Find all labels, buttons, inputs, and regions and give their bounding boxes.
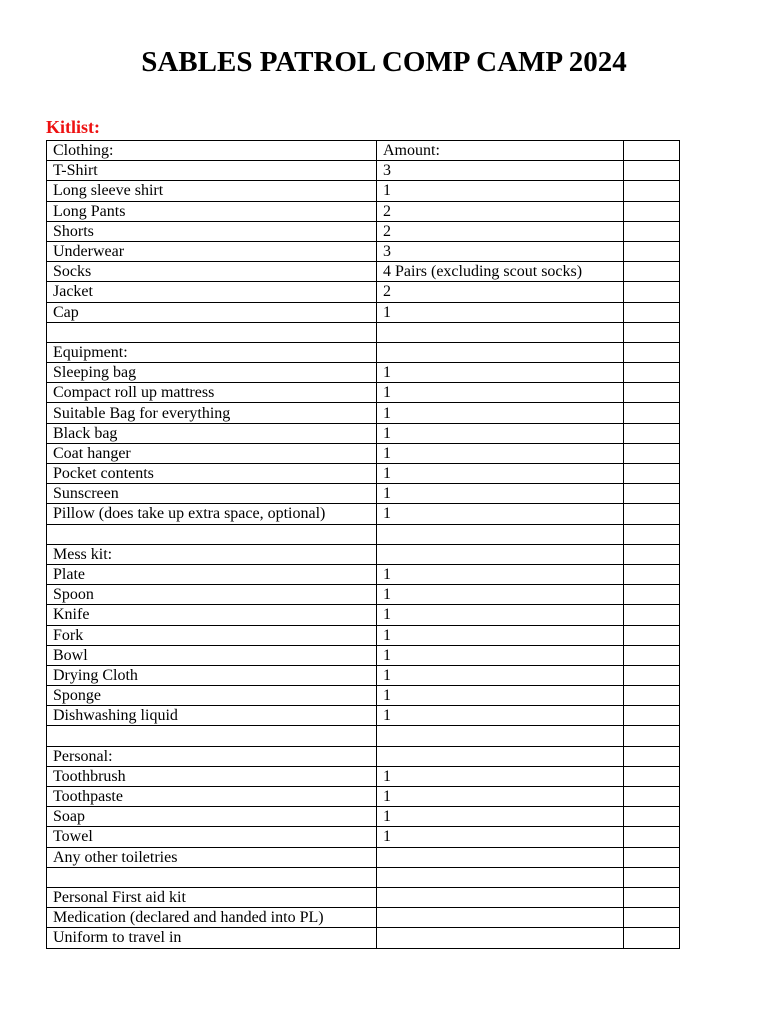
blank-cell	[624, 363, 680, 383]
table-row	[47, 363, 680, 383]
amount-cell: 4 Pairs (excluding scout socks)	[377, 262, 624, 282]
amount-cell: 1	[377, 181, 624, 201]
blank-cell	[624, 564, 680, 584]
amount-cell: 1	[377, 464, 624, 484]
table-row	[47, 726, 680, 746]
amount-cell: 2	[377, 282, 624, 302]
table-row	[47, 908, 680, 928]
amount-cell: 1	[377, 766, 624, 786]
blank-cell	[624, 787, 680, 807]
table-row	[47, 665, 680, 685]
amount-cell: 1	[377, 302, 624, 322]
blank-cell	[624, 262, 680, 282]
item-cell: Mess kit:	[47, 544, 377, 564]
blank-cell	[624, 625, 680, 645]
amount-cell: 3	[377, 161, 624, 181]
amount-cell: 1	[377, 706, 624, 726]
item-cell: Equipment:	[47, 342, 377, 362]
table-row	[47, 423, 680, 443]
blank-cell	[624, 524, 680, 544]
blank-cell	[624, 585, 680, 605]
blank-cell	[624, 322, 680, 342]
kitlist-table-body	[47, 141, 680, 949]
item-cell: Long sleeve shirt	[47, 181, 377, 201]
table-row	[47, 625, 680, 645]
amount-cell: 1	[377, 605, 624, 625]
table-row	[47, 564, 680, 584]
item-cell: Pocket contents	[47, 464, 377, 484]
table-row	[47, 181, 680, 201]
amount-cell: Amount:	[377, 141, 624, 161]
amount-cell: 2	[377, 221, 624, 241]
table-row	[47, 585, 680, 605]
amount-cell	[377, 524, 624, 544]
item-cell	[47, 867, 377, 887]
item-cell: Plate	[47, 564, 377, 584]
blank-cell	[624, 302, 680, 322]
table-row	[47, 928, 680, 948]
amount-cell: 1	[377, 443, 624, 463]
table-row	[47, 787, 680, 807]
table-row	[47, 867, 680, 887]
blank-cell	[624, 847, 680, 867]
item-cell: Towel	[47, 827, 377, 847]
item-cell: Any other toiletries	[47, 847, 377, 867]
item-cell: Uniform to travel in	[47, 928, 377, 948]
amount-cell: 1	[377, 585, 624, 605]
item-cell: Compact roll up mattress	[47, 383, 377, 403]
item-cell: Spoon	[47, 585, 377, 605]
item-cell: Shorts	[47, 221, 377, 241]
amount-cell: 1	[377, 484, 624, 504]
table-row	[47, 241, 680, 261]
amount-cell: 1	[377, 787, 624, 807]
blank-cell	[624, 161, 680, 181]
amount-cell	[377, 887, 624, 907]
blank-cell	[624, 221, 680, 241]
table-row	[47, 847, 680, 867]
table-row	[47, 302, 680, 322]
document-title: SABLES PATROL COMP CAMP 2024	[141, 46, 627, 78]
item-cell: Cap	[47, 302, 377, 322]
blank-cell	[624, 867, 680, 887]
item-cell: Socks	[47, 262, 377, 282]
amount-cell: 1	[377, 827, 624, 847]
blank-cell	[624, 807, 680, 827]
table-row	[47, 262, 680, 282]
item-cell: Underwear	[47, 241, 377, 261]
amount-cell	[377, 867, 624, 887]
item-cell: Sunscreen	[47, 484, 377, 504]
amount-cell: 1	[377, 645, 624, 665]
item-cell: Knife	[47, 605, 377, 625]
blank-cell	[624, 706, 680, 726]
blank-cell	[624, 665, 680, 685]
table-row	[47, 807, 680, 827]
amount-cell	[377, 928, 624, 948]
item-cell: Personal:	[47, 746, 377, 766]
item-cell: Jacket	[47, 282, 377, 302]
amount-cell: 1	[377, 625, 624, 645]
blank-cell	[624, 827, 680, 847]
table-row	[47, 201, 680, 221]
amount-cell: 1	[377, 383, 624, 403]
blank-cell	[624, 766, 680, 786]
table-row	[47, 887, 680, 907]
blank-cell	[624, 443, 680, 463]
item-cell: Bowl	[47, 645, 377, 665]
table-row	[47, 686, 680, 706]
table-row	[47, 605, 680, 625]
table-row	[47, 464, 680, 484]
amount-cell	[377, 847, 624, 867]
blank-cell	[624, 201, 680, 221]
amount-cell: 1	[377, 504, 624, 524]
blank-cell	[624, 887, 680, 907]
amount-cell: 1	[377, 363, 624, 383]
amount-cell: 1	[377, 403, 624, 423]
blank-cell	[624, 504, 680, 524]
amount-cell: 1	[377, 423, 624, 443]
amount-cell	[377, 322, 624, 342]
blank-cell	[624, 141, 680, 161]
table-row	[47, 504, 680, 524]
blank-cell	[624, 908, 680, 928]
item-cell	[47, 322, 377, 342]
amount-cell: 1	[377, 665, 624, 685]
item-cell: Soap	[47, 807, 377, 827]
item-cell: Toothpaste	[47, 787, 377, 807]
blank-cell	[624, 746, 680, 766]
blank-cell	[624, 605, 680, 625]
amount-cell	[377, 726, 624, 746]
blank-cell	[624, 403, 680, 423]
amount-cell	[377, 746, 624, 766]
table-row	[47, 322, 680, 342]
table-row	[47, 746, 680, 766]
item-cell: Fork	[47, 625, 377, 645]
item-cell	[47, 726, 377, 746]
table-row	[47, 443, 680, 463]
amount-cell: 1	[377, 807, 624, 827]
blank-cell	[624, 181, 680, 201]
table-row	[47, 141, 680, 161]
table-row	[47, 484, 680, 504]
item-cell: Pillow (does take up extra space, optional)	[47, 504, 377, 524]
table-row	[47, 342, 680, 362]
table-row	[47, 221, 680, 241]
amount-cell	[377, 908, 624, 928]
item-cell: T-Shirt	[47, 161, 377, 181]
table-row	[47, 766, 680, 786]
table-row	[47, 706, 680, 726]
item-cell: Suitable Bag for everything	[47, 403, 377, 423]
blank-cell	[624, 686, 680, 706]
item-cell: Dishwashing liquid	[47, 706, 377, 726]
table-row	[47, 645, 680, 665]
table-row	[47, 544, 680, 564]
blank-cell	[624, 726, 680, 746]
item-cell	[47, 524, 377, 544]
blank-cell	[624, 484, 680, 504]
item-cell: Drying Cloth	[47, 665, 377, 685]
table-row	[47, 524, 680, 544]
item-cell: Black bag	[47, 423, 377, 443]
kitlist-heading: Kitlist:	[46, 117, 100, 137]
kitlist-table	[46, 140, 680, 949]
item-cell: Coat hanger	[47, 443, 377, 463]
item-cell: Personal First aid kit	[47, 887, 377, 907]
item-cell: Sleeping bag	[47, 363, 377, 383]
blank-cell	[624, 241, 680, 261]
blank-cell	[624, 423, 680, 443]
amount-cell: 1	[377, 564, 624, 584]
blank-cell	[624, 342, 680, 362]
blank-cell	[624, 928, 680, 948]
amount-cell	[377, 544, 624, 564]
item-cell: Sponge	[47, 686, 377, 706]
blank-cell	[624, 282, 680, 302]
table-row	[47, 827, 680, 847]
table-row	[47, 403, 680, 423]
item-cell: Long Pants	[47, 201, 377, 221]
amount-cell: 2	[377, 201, 624, 221]
blank-cell	[624, 383, 680, 403]
table-row	[47, 161, 680, 181]
item-cell: Clothing:	[47, 141, 377, 161]
item-cell: Toothbrush	[47, 766, 377, 786]
amount-cell	[377, 342, 624, 362]
item-cell: Medication (declared and handed into PL)	[47, 908, 377, 928]
amount-cell: 1	[377, 686, 624, 706]
table-row	[47, 383, 680, 403]
blank-cell	[624, 645, 680, 665]
table-row	[47, 282, 680, 302]
blank-cell	[624, 464, 680, 484]
amount-cell: 3	[377, 241, 624, 261]
blank-cell	[624, 544, 680, 564]
